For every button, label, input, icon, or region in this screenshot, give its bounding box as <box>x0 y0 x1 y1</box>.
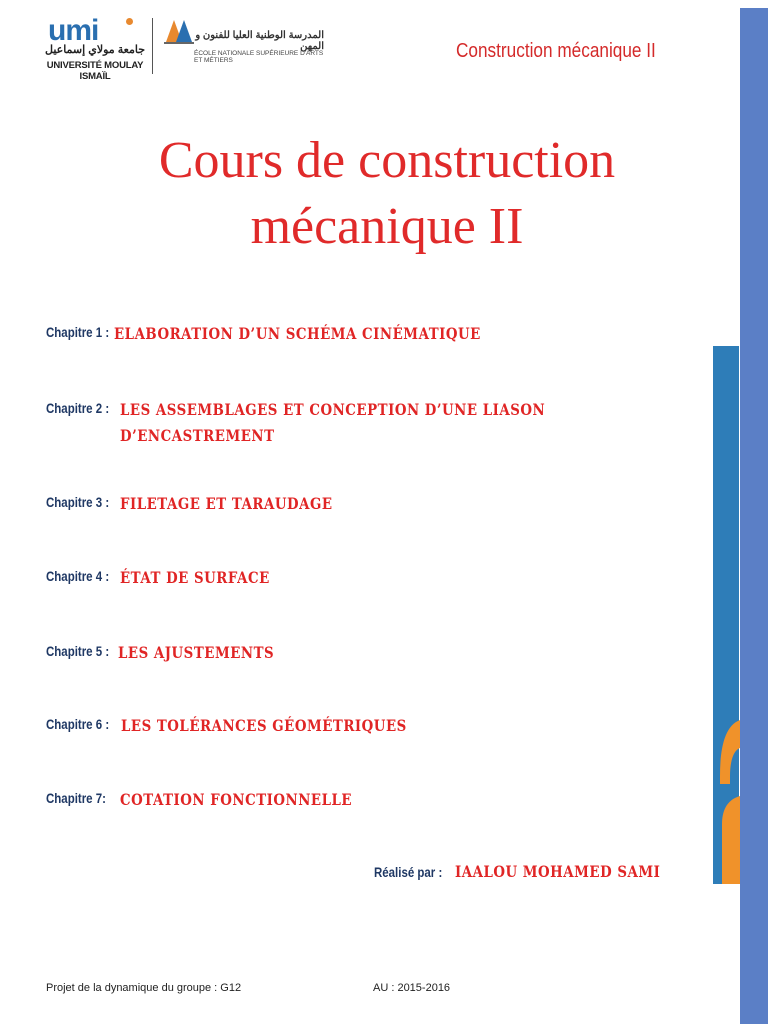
ensam-arabic-name: المدرسة الوطنية العليا للفنون و المهن <box>195 30 324 52</box>
footer-project: Projet de la dynamique du groupe : G12 <box>46 982 242 994</box>
decorative-orange-arch-icon <box>718 720 740 884</box>
main-title <box>60 128 714 260</box>
ensam-emblem-icon <box>162 16 196 46</box>
chapter-label: Chapitre 2 : <box>46 400 110 416</box>
logo-divider <box>152 18 153 74</box>
footer-academic-year: AU : 2015-2016 <box>373 982 451 994</box>
chapter-title: LES TOLÉRANCES GÉOMÉTRIQUES <box>121 716 407 735</box>
umi-latin-name: UNIVERSITÉ MOULAY ISMAÏL <box>46 60 144 82</box>
chapter-label: Chapitre 6 : <box>46 716 110 732</box>
chapter-1 <box>46 324 481 343</box>
chapter-title: FILETAGE ET TARAUDAGE <box>120 494 333 513</box>
chapter-title: COTATION FONCTIONNELLE <box>120 790 353 809</box>
chapter-title-continued: D’ENCASTREMENT <box>120 426 275 445</box>
chapter-5 <box>46 643 275 662</box>
main-title-line-2: mécanique II <box>250 198 524 255</box>
chapter-label: Chapitre 4 : <box>46 568 110 584</box>
chapter-title: ELABORATION D’UN SCHÉMA CINÉMATIQUE <box>114 324 481 343</box>
chapter-label: Chapitre 1 : <box>46 324 110 340</box>
chapter-label: Chapitre 3 : <box>46 494 110 510</box>
chapter-label: Chapitre 5 : <box>46 643 110 659</box>
decorative-side-bar <box>740 8 768 1024</box>
chapter-7 <box>46 790 353 809</box>
chapter-3 <box>46 494 333 513</box>
author-name: IAALOU MOHAMED SAMI <box>455 862 661 881</box>
umi-logo-word: umi <box>48 14 99 47</box>
author-label: Réalisé par : <box>374 864 443 880</box>
umi-logo-dot <box>126 18 133 25</box>
umi-arabic-name: جامعة مولاي إسماعيل <box>44 44 145 56</box>
chapter-label: Chapitre 7: <box>46 790 106 806</box>
ensam-logo <box>160 16 330 76</box>
chapter-title: LES AJUSTEMENTS <box>118 643 275 662</box>
chapter-2 <box>46 400 546 445</box>
ensam-latin-name: ÉCOLE NATIONALE SUPÉRIEURE D'ARTS ET MÉTIERS <box>194 50 324 64</box>
header-title: Construction mécanique II <box>456 40 656 62</box>
chapter-title: ÉTAT DE SURFACE <box>120 568 270 587</box>
chapter-title: LES ASSEMBLAGES ET CONCEPTION D’UNE LIASON <box>120 400 546 419</box>
header-logos <box>30 14 330 82</box>
chapter-4 <box>46 568 270 587</box>
chapter-6 <box>46 716 407 735</box>
umi-logo <box>34 14 154 82</box>
main-title-line-1: Cours de construction <box>158 132 616 189</box>
